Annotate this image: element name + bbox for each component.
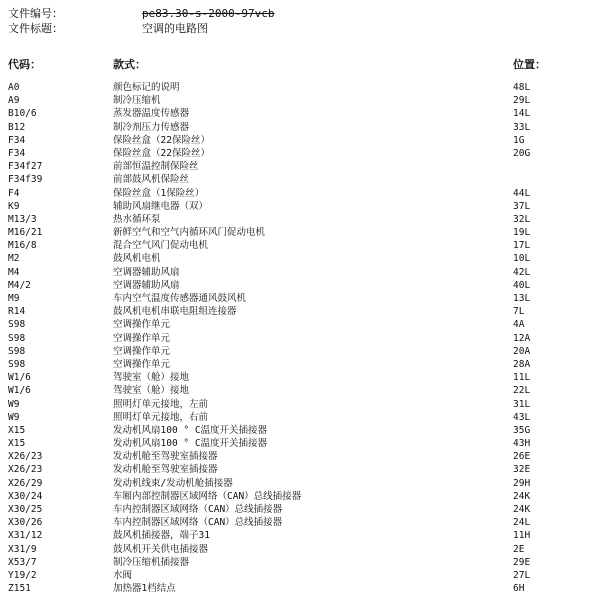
- table-row: [0, 332, 608, 345]
- component-code: A9: [8, 95, 20, 107]
- component-code: S98: [8, 319, 26, 331]
- component-description: 空调操作单元: [113, 319, 171, 331]
- component-position: 19L: [513, 227, 531, 239]
- document-number-value: pe83.30-s-2000-97vcb: [142, 7, 275, 20]
- component-code: M4/2: [8, 279, 31, 291]
- table-row: [0, 173, 608, 186]
- table-row: [0, 345, 608, 358]
- component-code: F34: [8, 147, 26, 159]
- table-row: [0, 424, 608, 437]
- component-position: 32E: [513, 464, 531, 476]
- component-code: X26/23: [8, 451, 43, 463]
- component-description: 发动机舱至驾驶室插接器: [113, 464, 218, 476]
- component-code: S98: [8, 345, 26, 357]
- component-position: 42L: [513, 266, 531, 278]
- component-description: 制冷压缩机插接器: [113, 556, 190, 568]
- table-row: [0, 437, 608, 450]
- component-description: 鼓风机电机: [113, 253, 161, 265]
- component-position: 48L: [513, 82, 531, 93]
- table-row: [0, 398, 608, 411]
- table-row: [0, 266, 608, 279]
- component-description: 保险丝盒（22保险丝）: [113, 134, 210, 146]
- component-position: 10L: [513, 253, 531, 265]
- table-row: [0, 94, 608, 107]
- component-position: 4A: [513, 319, 525, 331]
- component-code: W9: [8, 411, 20, 423]
- component-description: 车内空气温度传感器通风鼓风机: [113, 293, 247, 304]
- document-title-value: 空调的电路图: [142, 22, 208, 35]
- component-code: Z151: [8, 583, 31, 595]
- table-row: [0, 305, 608, 318]
- position-column-header: 位置：: [513, 58, 546, 71]
- component-description: 新鲜空气和空气内循环风门促动电机: [113, 227, 266, 239]
- component-description: 车内控制器区域网络（CAN）总线插接器: [113, 517, 283, 529]
- component-code: X15: [8, 424, 26, 436]
- table-row: [0, 81, 608, 94]
- component-description: 发动机线束/发动机舱插接器: [113, 477, 233, 489]
- table-header: [0, 56, 608, 71]
- component-description: 空调操作单元: [113, 358, 171, 370]
- description-column-header: 款式：: [113, 58, 146, 71]
- component-description: 空调器辅助风扇: [113, 266, 180, 278]
- component-position: 1G: [513, 134, 525, 146]
- component-position: 11L: [513, 372, 531, 384]
- component-code: X53/7: [8, 556, 37, 568]
- component-description: 制冷压缩机: [113, 95, 161, 107]
- component-position: 7L: [513, 306, 525, 318]
- component-description: 前部恒温控制保险丝: [113, 161, 199, 173]
- component-code: K9: [8, 200, 20, 212]
- component-code: X30/25: [8, 504, 43, 515]
- component-description: 水阀: [113, 569, 133, 581]
- component-description: 空调器辅助风扇: [113, 279, 180, 291]
- table-row: [0, 450, 608, 463]
- table-row: [0, 503, 608, 516]
- component-description: 混合空气风门促动电机: [113, 240, 209, 252]
- table-row: [0, 569, 608, 582]
- component-code: W1/6: [8, 372, 31, 384]
- component-position: 43L: [513, 411, 531, 423]
- component-code: X30/26: [8, 517, 43, 529]
- component-position: 24K: [513, 490, 531, 502]
- component-description: 驾驶室（舱）接地: [113, 385, 190, 397]
- component-code: X30/24: [8, 490, 43, 502]
- component-code: S98: [8, 332, 26, 344]
- table-row: [0, 239, 608, 252]
- component-position: 2E: [513, 543, 525, 555]
- component-position: 28A: [513, 358, 531, 370]
- component-description: 照明灯单元接地，左前: [113, 398, 209, 410]
- component-code: X31/9: [8, 543, 37, 555]
- component-position: 29E: [513, 556, 531, 568]
- component-description: 保险丝盒（22保险丝）: [113, 147, 210, 159]
- code-column-header: 代码：: [8, 58, 41, 71]
- component-position: 40L: [513, 279, 531, 291]
- table-row: [0, 121, 608, 134]
- table-row: [0, 543, 608, 556]
- document-title-label: 文件标题：: [8, 22, 63, 35]
- table-row: [0, 371, 608, 384]
- component-position: 11H: [513, 530, 531, 542]
- component-position: 31L: [513, 398, 531, 410]
- component-code: F34: [8, 134, 26, 146]
- table-row: [0, 160, 608, 173]
- component-position: 27L: [513, 569, 531, 581]
- table-row: [0, 582, 608, 595]
- table-row: [0, 384, 608, 397]
- component-description: 鼓风机开关供电插接器: [113, 543, 209, 555]
- table-row: [0, 279, 608, 292]
- component-position: 17L: [513, 240, 531, 252]
- table-row: [0, 107, 608, 120]
- component-position: 20A: [513, 345, 531, 357]
- table-row: [0, 134, 608, 147]
- component-position: 29L: [513, 95, 531, 107]
- component-code: X26/29: [8, 477, 43, 489]
- component-position: 13L: [513, 293, 531, 304]
- component-description: 车内控制器区域网络（CAN）总线插接器: [113, 504, 283, 515]
- component-position: 26E: [513, 451, 531, 463]
- component-position: 32L: [513, 213, 531, 225]
- table-row: [0, 252, 608, 265]
- component-description: 车厢内部控制器区域网络（CAN）总线插接器: [113, 490, 302, 502]
- table-row: [0, 147, 608, 160]
- component-code: B10/6: [8, 108, 37, 120]
- component-description: 保险丝盒（1保险丝）: [113, 187, 205, 199]
- component-code: X15: [8, 438, 26, 450]
- component-code: W9: [8, 398, 20, 410]
- component-position: 20G: [513, 147, 531, 159]
- component-description: 颜色标记的说明: [113, 82, 180, 93]
- component-description: 空调操作单元: [113, 345, 171, 357]
- component-description: 空调操作单元: [113, 332, 171, 344]
- table-row: [0, 358, 608, 371]
- component-position: 37L: [513, 200, 531, 212]
- component-position: 33L: [513, 121, 531, 133]
- component-position: 24K: [513, 504, 531, 515]
- component-description: 制冷剂压力传感器: [113, 121, 190, 133]
- component-code: M16/8: [8, 240, 37, 252]
- table-row: [0, 477, 608, 490]
- table-row: [0, 516, 608, 529]
- component-description: 发动机风扇100 ° C温度开关插接器: [113, 438, 268, 450]
- component-code: M9: [8, 293, 20, 304]
- component-description: 蒸发器温度传感器: [113, 108, 190, 120]
- component-description: 鼓风机插接器，端子31: [113, 530, 210, 542]
- component-code: M4: [8, 266, 20, 278]
- component-description: 驾驶室（舱）接地: [113, 372, 190, 384]
- component-code: X26/23: [8, 464, 43, 476]
- table-row: [0, 556, 608, 569]
- component-description: 热水循环泵: [113, 213, 161, 225]
- component-code: M13/3: [8, 213, 37, 225]
- table-row: [0, 318, 608, 331]
- component-position: 24L: [513, 517, 531, 529]
- table-row: [0, 463, 608, 476]
- component-code: W1/6: [8, 385, 31, 397]
- component-position: 14L: [513, 108, 531, 120]
- component-code: F34f27: [8, 161, 43, 173]
- table-row: [0, 226, 608, 239]
- table-row: [0, 490, 608, 503]
- component-description: 发动机风扇100 ° C温度开关插接器: [113, 424, 268, 436]
- table-row: [0, 411, 608, 424]
- document-number-label: 文件编号：: [8, 7, 63, 20]
- component-description: 发动机舱至驾驶室插接器: [113, 451, 218, 463]
- component-table: [0, 81, 608, 595]
- component-position: 22L: [513, 385, 531, 397]
- component-code: M16/21: [8, 227, 43, 239]
- component-code: F4: [8, 187, 20, 199]
- component-code: B12: [8, 121, 26, 133]
- component-description: 鼓风机电机串联电阻组连接器: [113, 306, 237, 318]
- component-code: Y19/2: [8, 569, 37, 581]
- component-code: S98: [8, 358, 26, 370]
- component-position: 35G: [513, 424, 531, 436]
- component-code: F34f39: [8, 174, 43, 186]
- component-code: X31/12: [8, 530, 43, 542]
- component-description: 辅助风扇继电器（双）: [113, 200, 209, 212]
- table-row: [0, 529, 608, 542]
- component-position: 44L: [513, 187, 531, 199]
- table-row: [0, 187, 608, 200]
- component-code: A0: [8, 82, 20, 93]
- table-row: [0, 292, 608, 305]
- component-position: 29H: [513, 477, 531, 489]
- component-description: 前部鼓风机保险丝: [113, 174, 190, 186]
- component-description: 加热器1档结点: [113, 583, 176, 595]
- table-row: [0, 200, 608, 213]
- component-position: 6H: [513, 583, 525, 595]
- component-position: 43H: [513, 438, 531, 450]
- table-row: [0, 213, 608, 226]
- component-code: M2: [8, 253, 20, 265]
- component-code: R14: [8, 306, 26, 318]
- component-description: 照明灯单元接地，右前: [113, 411, 209, 423]
- component-position: 12A: [513, 332, 531, 344]
